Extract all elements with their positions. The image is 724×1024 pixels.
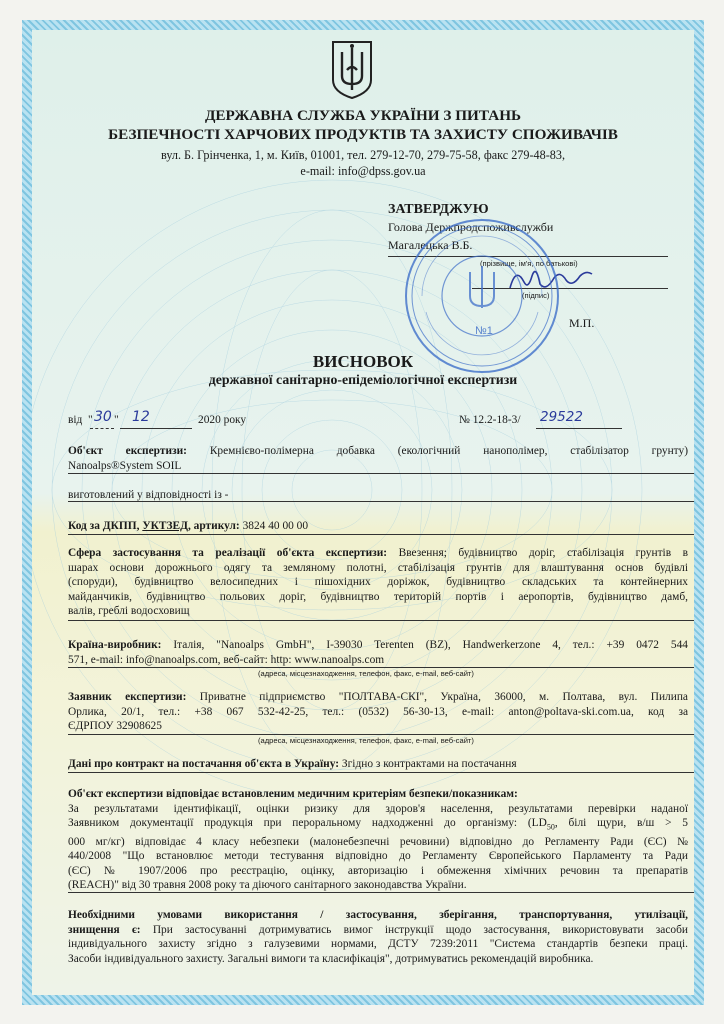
conditions-label2: знищення є: (68, 923, 141, 936)
conditions-line2: індивідуального захисту згідно з галузевими нормами, ДСТУ 7239:2011 "Система стандартів безпеки праці. (68, 938, 688, 950)
country-line1: Італія, "Nanoalps GmbH", I-39030 Terenten (BZ), Handwerkerzone 4, тел.: +39 0472 544 (173, 639, 688, 651)
contract-line (68, 772, 694, 773)
certificate-sheet (32, 30, 694, 995)
country-line (68, 667, 694, 668)
conditions-line1: При застосуванні дотримуватись вимог інструкції щодо застосування, використовувати засоби (152, 923, 688, 936)
date-open-quote: " (88, 414, 93, 426)
agency-name (32, 106, 694, 144)
approval-signature-caption: (підпис) (522, 291, 550, 300)
document-number-handwritten: 29522 (540, 409, 583, 425)
object-text-line1: Кремнієво-полімерна добавка (екологічний нанополімер, стабілізатор грунту) (209, 445, 688, 457)
compliance-line-5: (ЄС) № 1907/2006 про реєстрацію, оцінку, авторизацію і обмеження хімічних речовин та препаратів (68, 864, 688, 877)
contract-value: Згідно з контрактами на постачання (341, 758, 517, 770)
scope-line-1: Ввезення; будівництво доріг, стабілізація грунтів в (398, 547, 688, 559)
compliance-line-2: Заявником документації продукція при пероральному надходженні до організму: ($LD_{50}$, білі щури, в/ш > 5 (68, 817, 688, 832)
approval-name-caption: (прізвище, ім'я, по батькові) (480, 259, 578, 268)
code-label-prefix: Код за ДКПП, (68, 520, 143, 532)
scope-line-4: майданчиків, будівництво польових доріг, будівництво територій портів і аеропортів, будівництво дамб, (68, 590, 688, 603)
applicant-label: Заявник експертизи: (68, 691, 187, 703)
agency-name-line2: БЕЗПЕЧНОСТІ ХАРЧОВИХ ПРОДУКТІВ ТА ЗАХИСТУ СПОЖИВАЧІВ (108, 126, 618, 143)
agency-email: e-mail: info@dpss.gov.ua (300, 164, 426, 178)
seal-place-label: М.П. (569, 316, 595, 330)
scope-line (68, 620, 694, 621)
ld-tail: , білі щури, в/ш > 5 (554, 817, 688, 829)
compliance-line-4: 440/2008 "Що встановлює методи тестування відповідно до Регламенту Європейського Парламенту та Ради (68, 850, 688, 863)
compliance-line-1: За результатами ідентифікації, оцінки ризику для здоров'я населення, результатами перевірки наданої (68, 802, 688, 815)
scope-label: Сфера застосування та реалізації об'єкта експертизи: (68, 547, 388, 559)
country-caption: (адреса, місцезнаходження, телефон, факс, e-mail, веб-сайт) (258, 669, 474, 678)
compliance-line-3: 000 мг/кг) відповідає 4 класу небезпеки (малонебезпечні речовини) відповідно до Регламенту Ради (ЄС) № (68, 835, 688, 848)
code-row (68, 519, 308, 534)
agency-name-line1: ДЕРЖАВНА СЛУЖБА УКРАЇНИ З ПИТАНЬ (204, 107, 522, 124)
object-label: Об'єкт експертизи: (68, 445, 187, 457)
coat-of-arms-icon (330, 40, 374, 100)
code-label-suffix: , артикул: (187, 520, 240, 532)
scope-line-5: валів, греблі водосховищ (68, 605, 190, 617)
ld-subscript: 50 (546, 822, 555, 832)
date-month: 12 (132, 409, 150, 425)
date-year: 2020 року (198, 414, 247, 426)
object-section (68, 444, 688, 473)
agency-address: вул. Б. Грінченка, 1, м. Київ, 01001, тел. 279-12-70, 279-75-58, факс 279-48-83, (160, 148, 566, 162)
stamp-number: №1 (475, 325, 493, 337)
date-close-quote: " (114, 414, 119, 426)
document-subtitle: державної санітарно-епідеміологічної експертизи (208, 372, 518, 387)
approval-heading: ЗАТВЕРДЖУЮ (388, 202, 489, 217)
object-line (68, 473, 694, 474)
code-line (68, 534, 694, 535)
date-day: 30 (94, 409, 112, 425)
document-title: ВИСНОВОК (312, 352, 414, 371)
scope-section (68, 546, 688, 619)
country-line2: 571, e-mail: info@nanoalps.com, веб-сайт: http: www.nanoalps.com (68, 653, 385, 666)
approval-name: Магалецька В.Б. (388, 238, 473, 252)
agency-contacts (32, 147, 694, 179)
contract-label: Дані про контракт на постачання об'єкта в Україну: (68, 758, 340, 770)
compliance-heading: Об'єкт експертизи відповідає встановленим медичним критеріям безпеки/показникам: (68, 788, 518, 800)
applicant-line3: ЄДРПОУ 32908625 (68, 720, 162, 732)
applicant-line (68, 734, 694, 735)
applicant-caption: (адреса, місцезнаходження, телефон, факс, e-mail, веб-сайт) (258, 736, 474, 745)
compliance-line-6: (REACH)" від 30 травня 2008 року та діючого санітарного законодавства України. (68, 879, 467, 892)
document-number-prefix: № 12.2-18-3/ (459, 414, 521, 426)
date-month-line (120, 428, 192, 429)
scope-line-3: (споруди), будівництво велосипедних і пішохідних доріжок, будівництво складських та контейнерних (68, 576, 688, 588)
country-section (68, 638, 688, 667)
applicant-line2: Орлика, 20/1, тел.: +38 067 532-42-25, тел.: (0532) 56-30-13, e-mail: anton@poltava-ski.com.ua, код за (68, 705, 688, 718)
conditions-section (68, 908, 688, 966)
contract-row (68, 757, 517, 772)
approval-position: Голова Держпродспоживслужби (388, 220, 554, 234)
applicant-line1: Приватне підприємство "ПОЛТАВА-СКІ", Україна, 36000, м. Полтава, вул. Пилипа (199, 691, 688, 703)
date-prefix: від (68, 414, 83, 426)
code-value: 3824 40 00 00 (242, 520, 309, 532)
manufactured-line (68, 501, 694, 502)
country-label: Країна-виробник: (68, 639, 162, 651)
compliance-line (68, 892, 694, 893)
date-day-line (90, 428, 114, 429)
conditions-label: Необхідними умовами використання / застосування, зберігання, транспортування, утилізації, (68, 909, 688, 921)
code-label-underlined: УКТЗЕД (142, 520, 188, 532)
conditions-line3: Засоби індивідуального захисту. Загальні вимоги та класифікація", дотримуватись рекомендацій виробника. (68, 952, 594, 965)
compliance-section (68, 787, 688, 893)
document-number-line (536, 428, 622, 429)
scope-line-2: шарах основи дорожнього одягу та земляному полотні, стабілізація грунтів для влаштування основ будівлі (68, 561, 688, 574)
object-text-line2: Nanoalps®System SOIL (68, 459, 182, 472)
manufactured-label: виготовлений у відповідності із - (68, 489, 229, 501)
applicant-section (68, 690, 688, 734)
